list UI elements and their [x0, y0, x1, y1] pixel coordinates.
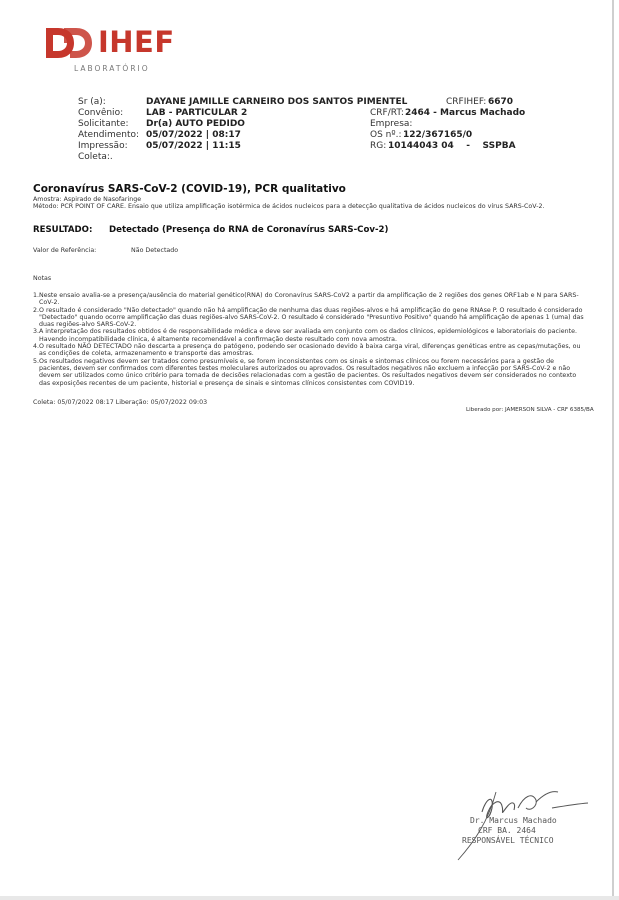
atendimento-value: 05/07/2022 | 08:17: [146, 130, 241, 140]
signature-block: [452, 782, 602, 862]
solicitante-label: Solicitante:: [78, 119, 129, 129]
result-line: [33, 225, 389, 235]
impressao-label: Impressão:: [78, 141, 128, 151]
reference-value: Não Detectado: [131, 247, 179, 254]
exam-metodo: Método: PCR POINT OF CARE. Ensaio que utiliza amplificação isotérmica de ácidos nucleicos para a detecção qualitativa de ácidos nucleicos do vírus SARS-CoV-2.: [33, 203, 545, 210]
exam-amostra: Amostra: Aspirado de Nasofaringe: [33, 196, 142, 203]
convenio-value: LAB - PARTICULAR 2: [146, 108, 248, 118]
result-value: Detectado (Presença do RNA de Coronavírus SARS-Cov-2): [109, 225, 389, 235]
crfihef-value: 6670: [488, 97, 514, 107]
empresa-label: Empresa:: [370, 119, 413, 129]
sr-label: Sr (a):: [78, 97, 106, 107]
crfrt-label: CRF/RT:: [370, 108, 404, 118]
coleta-liberacao: Coleta: 05/07/2022 08:17 Liberação: 05/07/2022 09:03: [33, 399, 208, 406]
signature-name: Dr. Marcus Machado: [470, 816, 557, 825]
rg-value: 10144043 04 - SSPBA: [388, 141, 516, 151]
crfihef-label: CRFIHEF:: [446, 97, 487, 107]
logo-mark-icon: [44, 26, 96, 60]
logo-subtitle: LABORATÓRIO: [74, 64, 150, 73]
signature-crf: CRF BA. 2464: [478, 826, 536, 835]
coleta-label: Coleta:.: [78, 152, 113, 162]
notes-title: Notas: [33, 275, 52, 282]
signature-role: RESPONSÁVEL TÉCNICO: [462, 836, 554, 845]
liberado-por: Liberado por: JAMERSON SILVA - CRF 6385/BA: [466, 407, 594, 413]
page-edge-right: [612, 0, 614, 900]
note-item: 5. Os resultados negativos devem ser tratados como presumíveis e, se forem inconsistentes com os sinais e sintomas clínicos ou forem necessários para a gestão de pacientes, devem ser confirmados com diferentes testes moleculares autorizados ou aprovados. Os resultados negativos não excluem a infecção por SARS-CoV-2 e não devem ser utilizados como único critério para tomada de decisões relacionadas com a gestão de pacientes. Os resultados negativos devem ser considerados no contexto das exposições recentes de um paciente, historial e presença de sinais e sintomas clínicos consistentes com COVID19.: [33, 357, 577, 387]
note-item: 4. O resultado NÃO DETECTADO não descarta a presença do patógeno, podendo ser ocasionado devido à baixa carga viral, diferenças genéticas entre as cepas/mutações, ou as condições de coleta, armazenamento e transporte das amostras.: [33, 343, 581, 358]
reference-label: Valor de Referência:: [33, 247, 97, 254]
crfrt-value: 2464 - Marcus Machado: [405, 108, 526, 118]
note-item: 3. A interpretação dos resultados obtidos é de responsabilidade médica e deve ser avaliada em conjunto com os dados clínicos, epidemiológicos e laboratoriais do paciente. Havendo incompatibilidade clínica, é altamente recomendável a confirmação deste resultado com nova amostra.: [33, 328, 577, 343]
logo-brand-text: IHEF: [98, 25, 175, 59]
note-item: 2. O resultado é considerado "Não detectado" quando não há amplificação de nenhuma das duas regiões-alvos e há amplificação do gene RNAse P. O resultado é considerado "Detectado" quando ocorre amplificação das duas regiões-alvo SARS-CoV-2. O resultado é considerado "Presuntivo Positivo" quando há amplificação de apenas 1 (uma) das duas regiões-alvo SARS-CoV-2.: [33, 306, 584, 329]
page-edge-bottom: [0, 896, 619, 900]
solicitante-value: Dr(a) AUTO PEDIDO: [146, 119, 245, 129]
result-label: RESULTADO:: [33, 225, 93, 235]
atendimento-label: Atendimento:: [78, 130, 140, 140]
notes-list: [33, 292, 588, 387]
impressao-value: 05/07/2022 | 11:15: [146, 141, 241, 151]
os-label: OS nº.:: [370, 130, 402, 140]
note-item: 1. Neste ensaio avalia-se a presença/ausência do material genético(RNA) do Coronavírus SARS-CoV2 a partir da amplificação de 2 regiões dos genes ORF1ab e N para SARS-CoV-2.: [33, 292, 579, 307]
lab-logo: [44, 26, 204, 78]
os-value: 122/367165/0: [403, 130, 473, 140]
patient-name: DAYANE JAMILLE CARNEIRO DOS SANTOS PIMENTEL: [146, 97, 408, 107]
exam-title: Coronavírus SARS-CoV-2 (COVID-19), PCR qualitativo: [33, 183, 346, 195]
rg-label: RG:: [370, 141, 387, 151]
convenio-label: Convênio:: [78, 108, 124, 118]
